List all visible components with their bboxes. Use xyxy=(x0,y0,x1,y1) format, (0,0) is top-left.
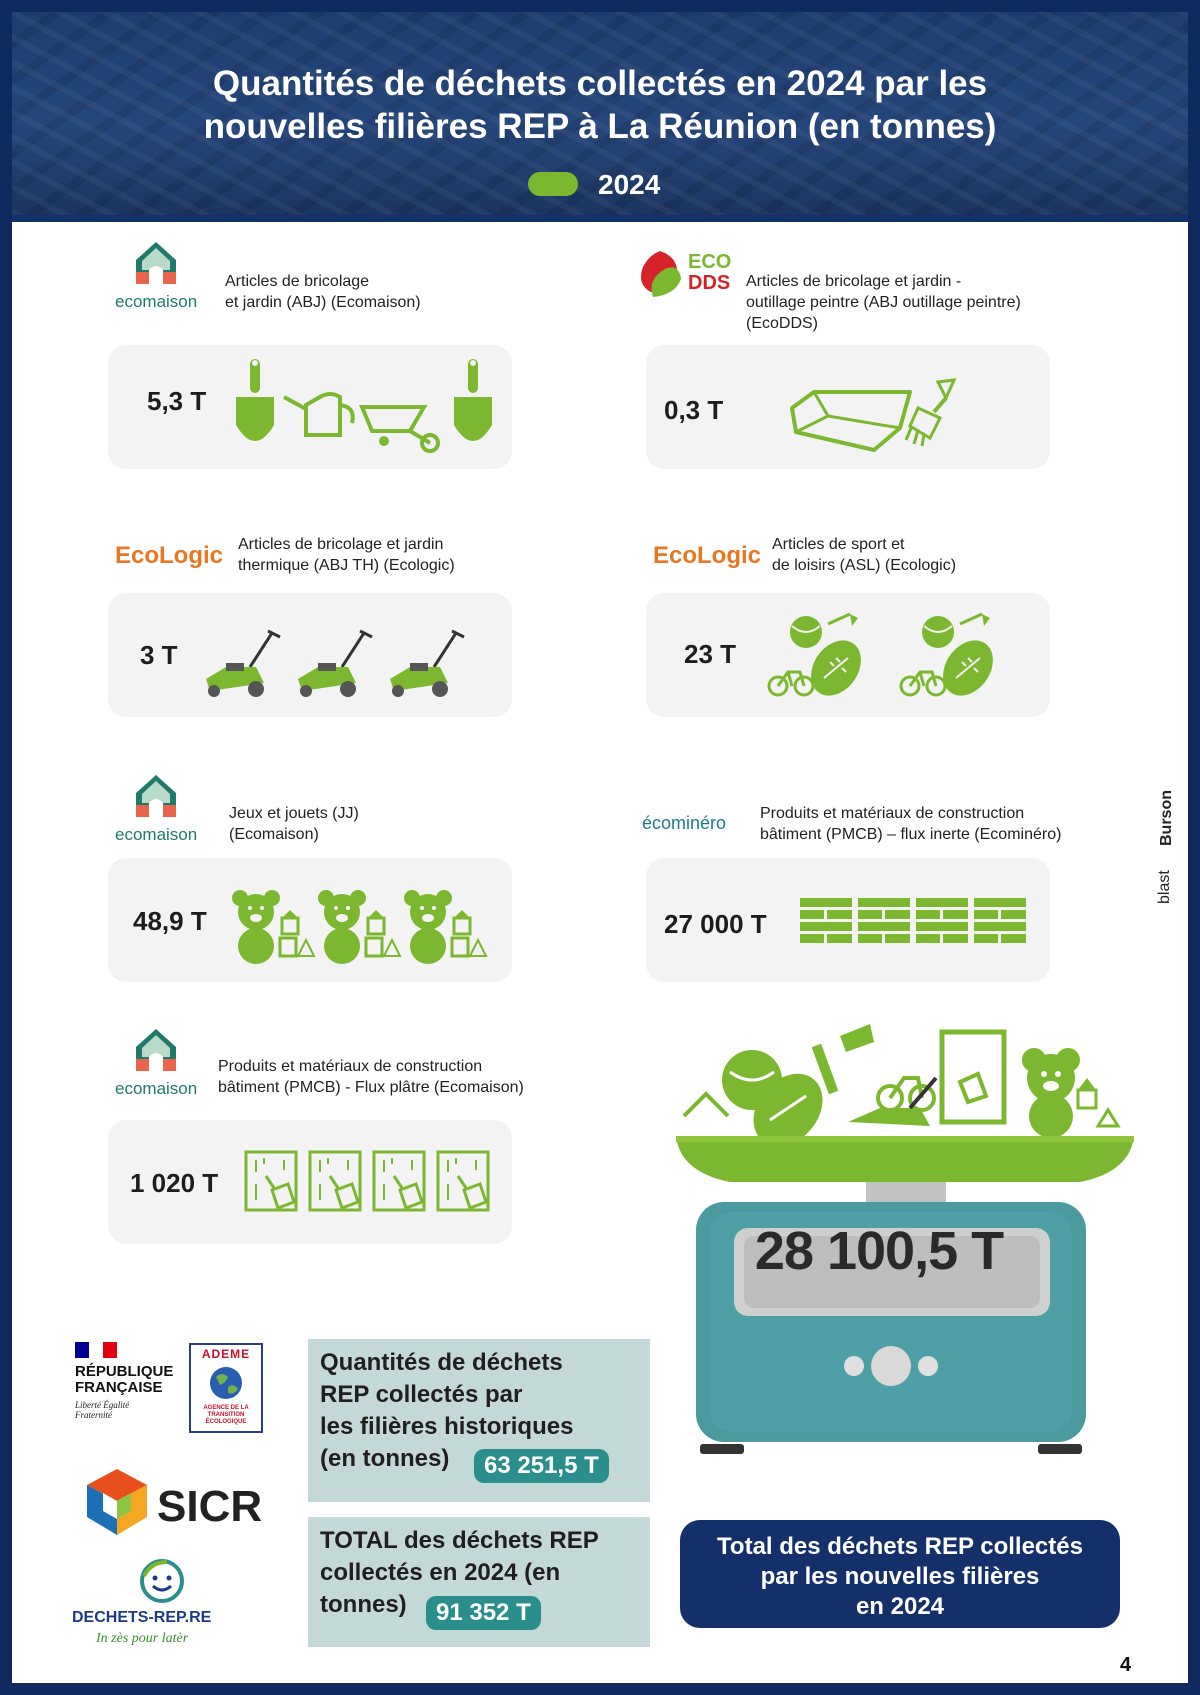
marianne-flag-icon xyxy=(75,1342,117,1358)
category-line: outillage peintre (ABJ outillage peintre) xyxy=(746,294,1021,311)
ademe-logo-subtitle: AGENCE DE LA TRANSITION ÉCOLOGIQUE xyxy=(203,1405,249,1425)
category-label-abj xyxy=(225,271,421,313)
category-line: thermique (ABJ TH) (Ecologic) xyxy=(238,557,455,574)
box-line: collectés en 2024 (en xyxy=(320,1559,561,1586)
globe-icon xyxy=(208,1365,244,1401)
ecologic-logo: EcoLogic xyxy=(653,542,762,569)
page-number: 4 xyxy=(1120,1654,1132,1676)
box-line: (en tonnes) xyxy=(320,1445,450,1472)
category-line: bâtiment (PMCB) – flux inerte (Ecominéro) xyxy=(760,826,1062,843)
republique-text xyxy=(75,1364,173,1396)
category-label-jj xyxy=(229,803,359,845)
navy-line: par les nouvelles filières xyxy=(760,1563,1040,1590)
legend-label: 2024 xyxy=(598,169,661,200)
category-label-pmcb-platre xyxy=(218,1056,524,1098)
ecomaison-logo-text: ecomaison xyxy=(115,292,198,311)
historical-total-badge: 63 251,5 T xyxy=(474,1449,609,1483)
category-label-abj-th xyxy=(238,534,455,576)
title-line-2: nouvelles filières REP à La Réunion (en tonnes) xyxy=(203,107,997,146)
value-abj: 5,3 T xyxy=(147,386,207,416)
value-asl: 23 T xyxy=(684,639,737,669)
legend-swatch xyxy=(528,172,578,196)
title-line-1: Quantités de déchets collectés en 2024 par les xyxy=(212,64,988,103)
ecodds-logo-top: ECO xyxy=(688,251,732,273)
category-line: Articles de bricolage et jardin - xyxy=(746,273,962,290)
category-line: Jeux et jouets (JJ) xyxy=(229,805,359,822)
category-label-abj-peintre xyxy=(746,271,1021,334)
value-jj: 48,9 T xyxy=(133,906,207,936)
scale-display-total: 28 100,5 T xyxy=(754,1221,1004,1281)
ademe-logo xyxy=(189,1343,263,1433)
category-line: (EcoDDS) xyxy=(746,315,819,332)
category-line: Articles de sport et xyxy=(772,536,905,553)
ecomaison-logo-icon xyxy=(134,773,178,819)
box-line: REP collectés par xyxy=(320,1381,523,1408)
box-line: tonnes) xyxy=(320,1591,407,1618)
new-filieres-total-label xyxy=(680,1520,1120,1628)
box-line: Quantités de déchets xyxy=(320,1349,563,1376)
ecodds-logo-bottom: DDS xyxy=(688,272,731,294)
lawnmower-icon xyxy=(202,627,482,703)
value-pmcb-platre: 1 020 T xyxy=(130,1168,219,1198)
navy-line: Total des déchets REP collectés xyxy=(717,1533,1083,1560)
paint-tray-icon xyxy=(788,378,968,454)
burson-branding: Burson xyxy=(1158,790,1175,846)
dechets-rep-logo-icon xyxy=(139,1558,185,1604)
value-abj-th: 3 T xyxy=(140,640,178,670)
ecologic-logo: EcoLogic xyxy=(115,542,224,569)
category-line: Articles de bricolage xyxy=(225,273,370,290)
box-line: TOTAL des déchets REP xyxy=(320,1527,599,1554)
plaster-panel-icon xyxy=(244,1150,500,1214)
box-line: les filières historiques xyxy=(320,1413,574,1440)
value-pmcb-inerte: 27 000 T xyxy=(664,909,767,939)
republique-line-2: FRANÇAISE xyxy=(75,1379,163,1396)
value-abj-peintre: 0,3 T xyxy=(664,395,724,425)
garden-tools-icon xyxy=(234,357,514,457)
header-banner xyxy=(12,12,1188,222)
category-line: de loisirs (ASL) (Ecologic) xyxy=(772,557,957,574)
category-line: et jardin (ABJ) (Ecomaison) xyxy=(225,294,421,311)
page-title xyxy=(72,62,1128,148)
category-line: (Ecomaison) xyxy=(229,826,319,843)
teddy-bear-icon xyxy=(230,888,490,964)
brick-icon xyxy=(800,898,1030,944)
sicr-logo-text: SICR xyxy=(157,1482,263,1531)
grand-total-badge: 91 352 T xyxy=(426,1596,541,1630)
category-label-asl xyxy=(772,534,956,576)
category-line: Produits et matériaux de construction xyxy=(760,805,1025,822)
category-line: bâtiment (PMCB) - Flux plâtre (Ecomaison) xyxy=(218,1079,524,1096)
dechets-rep-logo-text: DECHETS-REP.RE xyxy=(72,1609,212,1626)
dechets-rep-tagline: In zès pour latèr xyxy=(96,1631,189,1646)
ecodds-logo-icon xyxy=(635,249,685,301)
ecomaison-logo-text: ecomaison xyxy=(115,1079,198,1098)
ademe-logo-text: ADEME xyxy=(201,1347,251,1361)
ecomaison-logo-text: ecomaison xyxy=(115,825,198,844)
navy-line: en 2024 xyxy=(855,1593,945,1620)
devise-text: Liberté Égalité Fraternité xyxy=(75,1400,130,1420)
category-line: Articles de bricolage et jardin xyxy=(238,536,444,553)
blast-branding: blast xyxy=(1156,870,1173,904)
sport-icon xyxy=(764,612,1014,706)
ecominero-logo: écominéro xyxy=(642,813,727,833)
sicr-logo-icon xyxy=(85,1467,149,1537)
ecomaison-logo-icon xyxy=(134,240,178,286)
category-label-pmcb-inerte xyxy=(760,803,1061,845)
category-line: Produits et matériaux de construction xyxy=(218,1058,483,1075)
republique-line-1: RÉPUBLIQUE xyxy=(75,1363,174,1380)
ecomaison-logo-icon xyxy=(134,1027,178,1073)
infographic-frame xyxy=(12,12,1188,1683)
